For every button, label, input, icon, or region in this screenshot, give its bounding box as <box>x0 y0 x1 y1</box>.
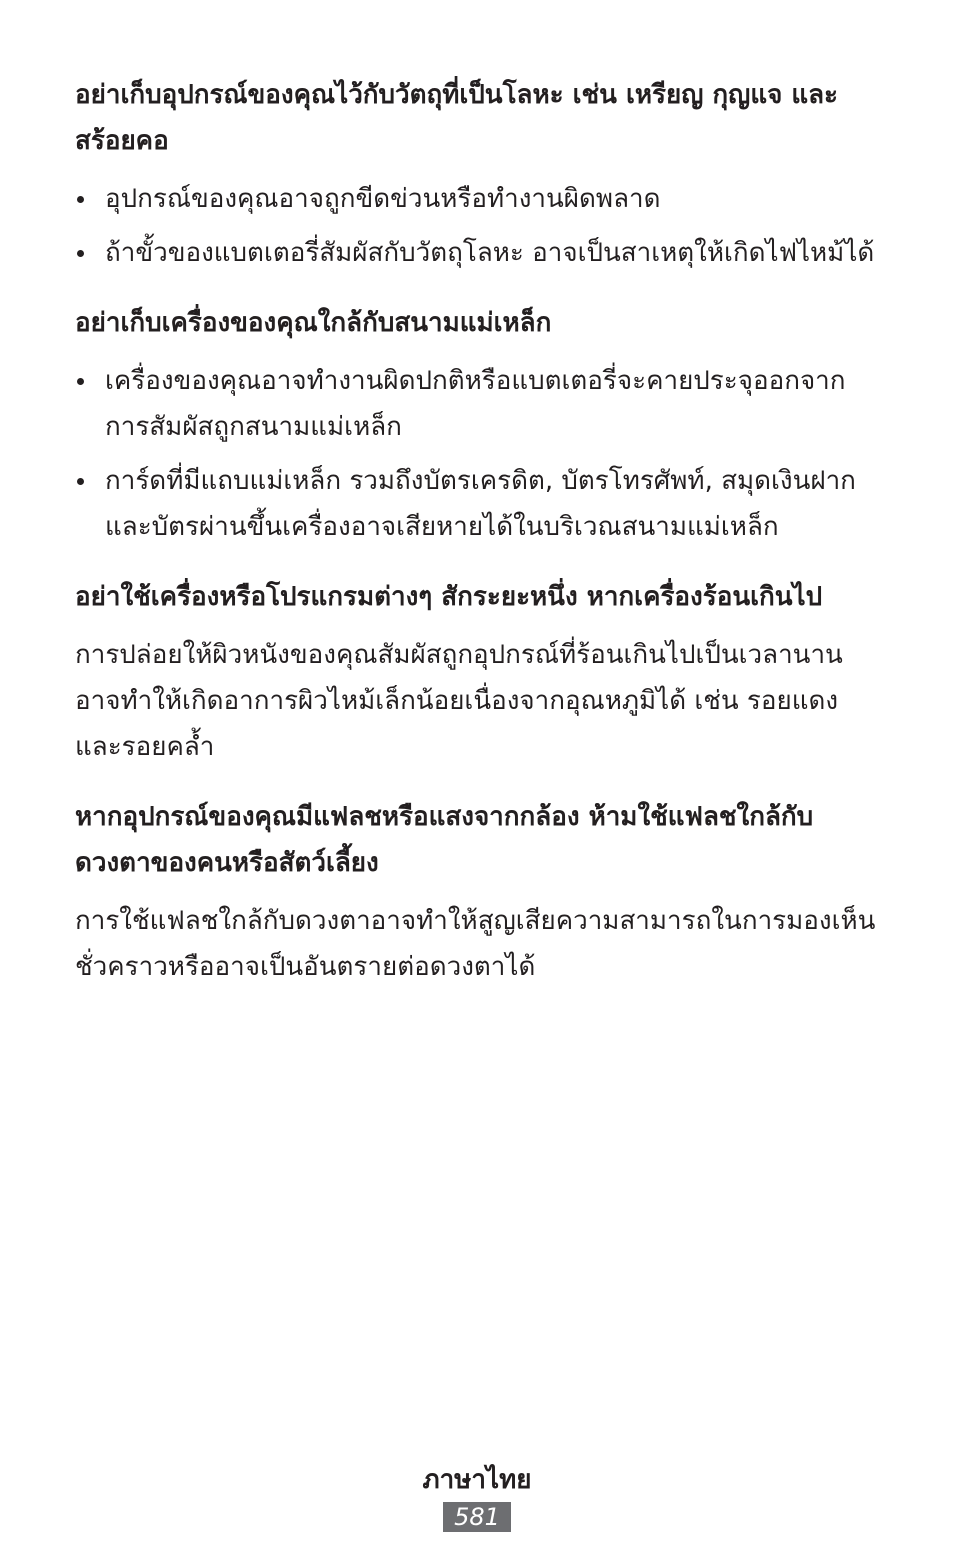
spacer <box>75 550 880 574</box>
bullet-icon <box>77 478 84 485</box>
bullet-text: อุปกรณ์ของคุณอาจถูกขีดข่วนหรือทำงานผิดพลาด <box>105 184 661 214</box>
spacer <box>75 276 880 300</box>
spacer <box>75 886 880 898</box>
bullet-list-magnetic-field <box>75 358 880 550</box>
spacer <box>75 346 880 358</box>
footer-language-label: ภาษาไทย <box>422 1465 532 1495</box>
section-heading-magnetic-field: อย่าเก็บเครื่องของคุณใกล้กับสนามแม่เหล็ก <box>75 308 552 338</box>
section-heading-flash: หากอุปกรณ์ของคุณมีแฟลชหรือแสงจากกล้อง ห้ามใช้แฟลชใกล้กับดวงตาของคนหรือสัตว์เลี้ยง <box>75 802 814 878</box>
bullet-list-metal-objects <box>75 176 880 276</box>
bullet-text: การ์ดที่มีแถบแม่เหล็ก รวมถึงบัตรเครดิต, บัตรโทรศัพท์, สมุดเงินฝาก และบัตรผ่านขึ้นเครื่องอาจเสียหายได้ในบริเวณสนามแม่เหล็ก <box>105 466 856 542</box>
spacer <box>75 164 880 176</box>
document-body <box>75 72 880 990</box>
bullet-text: ถ้าขั้วของแบตเตอรี่สัมผัสกับวัตถุโลหะ อาจเป็นสาเหตุให้เกิดไฟไหม้ได้ <box>105 238 875 268</box>
spacer <box>75 770 880 794</box>
section-paragraph-overheating: การปล่อยให้ผิวหนังของคุณสัมผัสถูกอุปกรณ์ที่ร้อนเกินไปเป็นเวลานานอาจทำให้เกิดอาการผิวไหม้เล็กน้อยเนื่องจากอุณหภูมิได้ เช่น รอยแดงและรอยคล้ำ <box>75 640 843 762</box>
page-number-badge: 581 <box>443 1502 511 1532</box>
section-paragraph-flash: การใช้แฟลชใกล้กับดวงตาอาจทำให้สูญเสียความสามารถในการมองเห็นชั่วคราวหรืออาจเป็นอันตรายต่อดวงตาได้ <box>75 906 876 982</box>
bullet-text: เครื่องของคุณอาจทำงานผิดปกติหรือแบตเตอรี่จะคายประจุออกจากการสัมผัสถูกสนามแม่เหล็ก <box>105 366 846 442</box>
bullet-item <box>75 176 880 222</box>
bullet-icon <box>77 250 84 257</box>
bullet-item <box>75 358 880 450</box>
page-footer <box>0 1460 954 1532</box>
bullet-icon <box>77 196 84 203</box>
bullet-item <box>75 230 880 276</box>
section-heading-overheating: อย่าใช้เครื่องหรือโปรแกรมต่างๆ สักระยะหนึ่ง หากเครื่องร้อนเกินไป <box>75 582 823 612</box>
section-heading-metal-objects: อย่าเก็บอุปกรณ์ของคุณไว้กับวัตถุที่เป็นโลหะ เช่น เหรียญ กุญแจ และสร้อยคอ <box>75 80 839 156</box>
spacer <box>75 620 880 632</box>
bullet-item <box>75 458 880 550</box>
bullet-icon <box>77 378 84 385</box>
